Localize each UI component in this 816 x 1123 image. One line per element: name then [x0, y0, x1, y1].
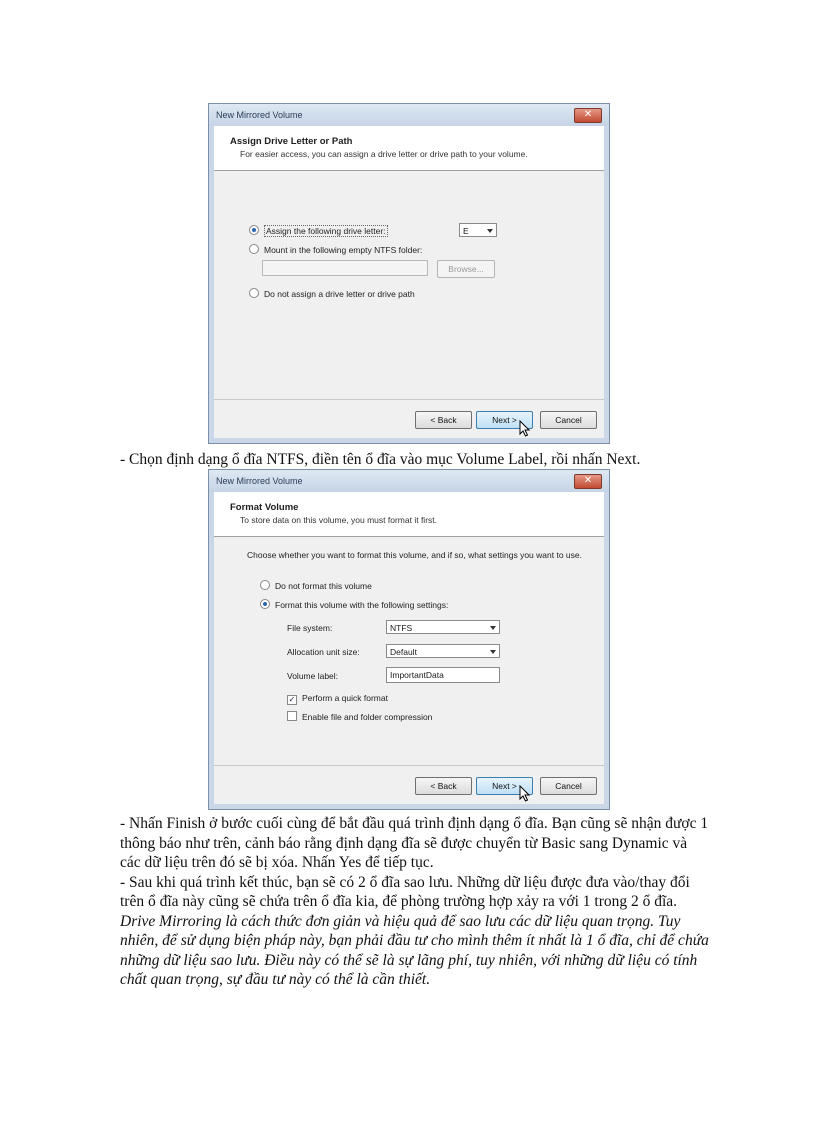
file-system-select[interactable] [386, 620, 500, 634]
drive-letter-value: E [463, 226, 469, 236]
back-button[interactable]: < Back [415, 777, 472, 795]
file-system-label: File system: [287, 623, 333, 633]
chevron-down-icon [490, 650, 496, 654]
no-letter-label: Do not assign a drive letter or drive path [264, 289, 415, 299]
cancel-button[interactable]: Cancel [540, 411, 597, 429]
dialog-client-area [214, 126, 604, 438]
dialog-title: New Mirrored Volume [216, 110, 303, 120]
dialog-title: New Mirrored Volume [216, 476, 303, 486]
paragraph-after: - Sau khi quá trình kết thúc, bạn sẽ có 2 ổ đĩa sao lưu. Những dữ liệu được đưa vào/thay đổi trên ổ đĩa này cũng sẽ chứa trên ổ đĩa kia, để phòng trường hợp xảy ra với 1 trong 2 ổ đĩa. [120, 873, 690, 910]
wizard-footer [214, 399, 604, 438]
close-icon[interactable]: ✕ [574, 474, 602, 489]
format-volume-dialog [208, 469, 610, 810]
close-icon[interactable]: ✕ [574, 108, 602, 123]
no-format-radio[interactable] [260, 580, 372, 592]
dialog-titlebar[interactable] [209, 470, 609, 492]
radio-unselected-icon [260, 580, 270, 590]
radio-unselected-icon [249, 288, 259, 298]
browse-button[interactable]: Browse... [437, 260, 495, 278]
no-letter-radio[interactable] [249, 288, 415, 300]
wizard-page-title: Format Volume [230, 502, 299, 513]
radio-unselected-icon [249, 244, 259, 254]
quick-format-label: Perform a quick format [302, 693, 388, 703]
wizard-page-subtitle: To store data on this volume, you must format it first. [240, 515, 437, 525]
caption-format-instruction [120, 450, 710, 470]
no-format-label: Do not format this volume [275, 581, 372, 591]
format-instruction: Choose whether you want to format this volume, and if so, what settings you want to use. [247, 550, 582, 560]
allocation-unit-label: Allocation unit size: [287, 647, 360, 657]
mount-folder-path-input[interactable] [262, 260, 428, 276]
wizard-footer [214, 765, 604, 804]
dialog-client-area [214, 492, 604, 804]
assign-drive-letter-dialog [208, 103, 610, 444]
wizard-header [214, 126, 604, 171]
drive-letter-select[interactable] [459, 223, 497, 237]
compression-label: Enable file and folder compression [302, 712, 433, 722]
wizard-page-subtitle: For easier access, you can assign a drive letter or drive path to your volume. [240, 149, 528, 159]
dialog-titlebar[interactable] [209, 104, 609, 126]
chevron-down-icon [490, 626, 496, 630]
volume-label-label: Volume label: [287, 671, 339, 681]
compression-checkbox[interactable] [287, 711, 432, 723]
mouse-pointer-icon [519, 420, 531, 437]
volume-label-input[interactable]: ImportantData [386, 667, 500, 683]
checkmark-icon: ✓ [288, 695, 296, 704]
chevron-down-icon [487, 229, 493, 233]
wizard-page-title: Assign Drive Letter or Path [230, 136, 353, 147]
allocation-unit-value: Default [390, 647, 417, 657]
next-button[interactable]: Next > [476, 777, 533, 795]
file-system-value: NTFS [390, 623, 413, 633]
radio-selected-icon [260, 599, 270, 609]
radio-selected-icon [249, 225, 259, 235]
allocation-unit-select[interactable] [386, 644, 500, 658]
caption-text: - Chọn định dạng ổ đĩa NTFS, điền tên ổ đĩa vào mục Volume Label, rồi nhấn Next. [120, 451, 641, 468]
assign-letter-label: Assign the following drive letter: [266, 226, 386, 236]
paragraph-conclusion: Drive Mirroring là cách thức đơn giản và hiệu quả để sao lưu các dữ liệu quan trọng. Tuy nhiên, để sử dụng biện pháp này, bạn phải đầu tư cho mình thêm ít nhất là 1 ổ đĩa, chỉ để chứa những dữ liệu sao lưu. Điều này có thể sẽ là sự lãng phí, tuy nhiên, với những dữ liệu có tính chất quan trọng, sự đầu tư này có thể là cần thiết. [120, 912, 709, 988]
paragraph-finish: - Nhấn Finish ở bước cuối cùng để bắt đầu quá trình định dạng ổ đĩa. Bạn cũng sẽ nhận được 1 thông báo như trên, cảnh báo rằng định dạng đĩa sẽ được chuyển từ Basic sang Dynamic và các dữ liệu trên đó sẽ bị xóa. Nhấn Yes để tiếp tục. [120, 815, 709, 871]
format-radio[interactable] [260, 599, 448, 611]
quick-format-checkbox[interactable] [287, 692, 388, 704]
back-button[interactable]: < Back [415, 411, 472, 429]
mount-folder-label: Mount in the following empty NTFS folder: [264, 245, 423, 255]
cancel-button[interactable]: Cancel [540, 777, 597, 795]
body-paragraphs [120, 814, 710, 990]
mouse-pointer-icon [519, 785, 531, 802]
wizard-header [214, 492, 604, 537]
next-button[interactable]: Next > [476, 411, 533, 429]
format-label: Format this volume with the following settings: [275, 600, 449, 610]
assign-letter-radio[interactable] [249, 225, 388, 237]
mount-folder-radio[interactable] [249, 244, 422, 256]
checkbox-empty-icon [287, 711, 297, 721]
